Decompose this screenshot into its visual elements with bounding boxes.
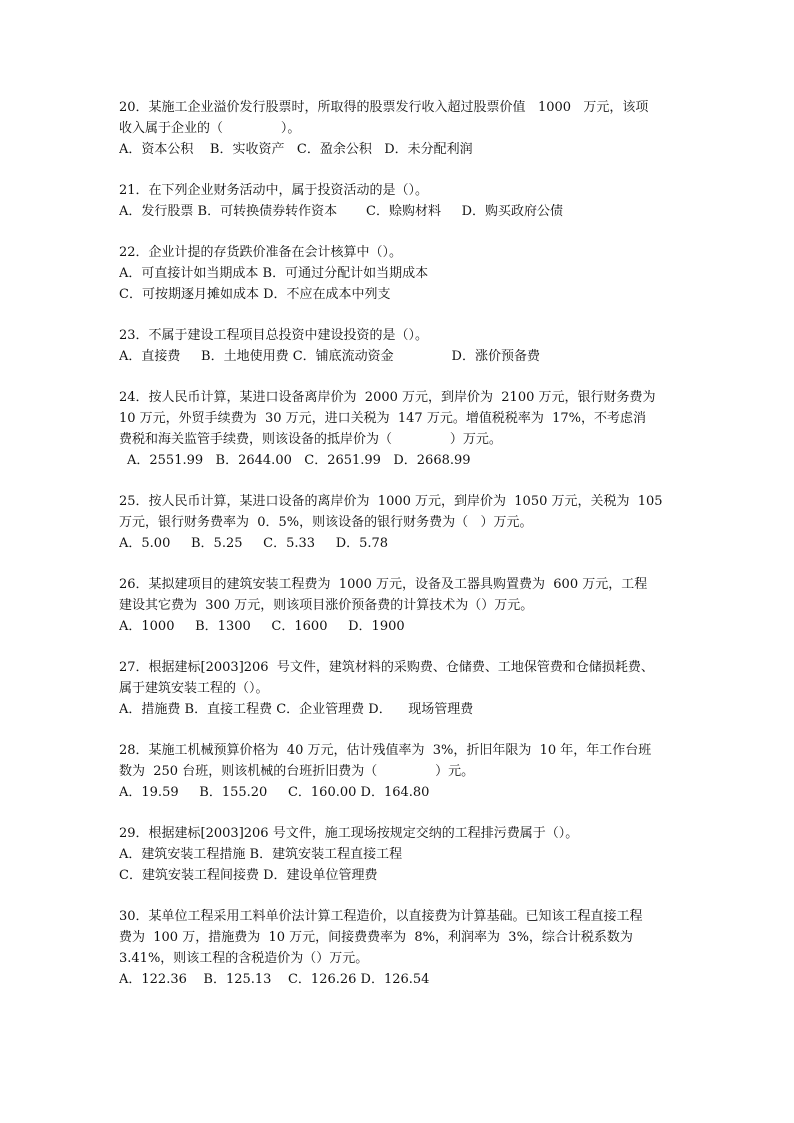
question-stem-line: 3.41%，则该工程的含税造价为（）万元。 bbox=[119, 951, 369, 966]
question-stem-line: 22．企业计提的存货跌价准备在会计核算中（）。 bbox=[119, 245, 403, 260]
answer-options: A．1000 B．1300 C．1600 D．1900 bbox=[119, 619, 405, 634]
answer-options: A．发行股票 B．可转换债券转作资本 C．赊购材料 D．购买政府公债 bbox=[119, 204, 564, 219]
question-q27 bbox=[119, 657, 679, 720]
question-stem-line: 费税和海关监管手续费，则该设备的抵岸价为（ ）万元。 bbox=[119, 432, 502, 447]
answer-options: A．5.00 B．5.25 C．5.33 D．5.78 bbox=[119, 536, 389, 551]
question-stem-line: 28．某施工机械预算价格为 40 万元，估计残值率为 3%，折旧年限为 10 年，年工作台班 bbox=[119, 743, 652, 758]
question-stem-line: 24．按人民币计算，某进口设备离岸价为 2000 万元，到岸价为 2100 万元，银行财务费为 bbox=[119, 390, 656, 405]
question-q30 bbox=[119, 906, 679, 990]
question-stem-line: 建设其它费为 300 万元，则该项目涨价预备费的计算技术为（）万元。 bbox=[119, 598, 534, 613]
question-stem-line: 万元，银行财务费率为 0．5%，则该设备的银行财务费为（ ）万元。 bbox=[119, 515, 533, 530]
question-q29 bbox=[119, 823, 679, 886]
question-q21 bbox=[119, 180, 679, 222]
answer-options: A．资本公积 B．实收资产 C．盈余公积 D．未分配利润 bbox=[119, 142, 473, 157]
question-stem-line: 20．某施工企业溢价发行股票时，所取得的股票发行收入超过股票价值 1000 万元，该项 bbox=[119, 100, 649, 115]
answer-options: A．直接费 B．土地使用费 C．铺底流动资金 D．涨价预备费 bbox=[119, 349, 540, 364]
question-stem-line: 29．根据建标[2003]206 号文件，施工现场按规定交纳的工程排污费属于（）。 bbox=[119, 826, 579, 841]
question-stem-line: 27．根据建标[2003]206 号文件，建筑材料的采购费、仓储费、工地保管费和仓储损耗费、 bbox=[119, 660, 654, 675]
question-stem-line: 23．不属于建设工程项目总投资中建设投资的是（）。 bbox=[119, 328, 429, 343]
question-stem-line: 30．某单位工程采用工料单价法计算工程造价，以直接费为计算基础。已知该工程直接工程 bbox=[119, 909, 643, 924]
answer-options: A．122.36 B．125.13 C．126.26 D．126.54 bbox=[119, 972, 430, 987]
question-stem-line: 数为 250 台班，则该机械的台班折旧费为（ ）元。 bbox=[119, 764, 475, 779]
question-stem-line: 收入属于企业的（ ）。 bbox=[119, 121, 301, 136]
question-q25 bbox=[119, 491, 679, 554]
question-stem-line: 26．某拟建项目的建筑安装工程费为 1000 万元，设备及工器具购置费为 600 万元，工程 bbox=[119, 577, 648, 592]
question-stem-line: 10 万元，外贸手续费为 30 万元，进口关税为 147 万元。增值税税率为 17%，不考虑消 bbox=[119, 411, 646, 426]
question-stem-line: 21．在下列企业财务活动中，属于投资活动的是（）。 bbox=[119, 183, 429, 198]
answer-options: C．可按期逐月摊如成本 D．不应在成本中列支 bbox=[119, 287, 391, 302]
question-q26 bbox=[119, 574, 679, 637]
question-stem-line: 25．按人民币计算，某进口设备的离岸价为 1000 万元，到岸价为 1050 万元，关税为 105 bbox=[119, 494, 663, 509]
answer-options: C．建筑安装工程间接费 D．建设单位管理费 bbox=[119, 868, 378, 883]
answer-options: A．措施费 B．直接工程费 C．企业管理费 D． 现场管理费 bbox=[119, 702, 474, 717]
answer-options: A．可直接计如当期成本 B．可通过分配计如当期成本 bbox=[119, 266, 429, 281]
answer-options: A．19.59 B．155.20 C．160.00 D．164.80 bbox=[119, 785, 430, 800]
answer-options: A．2551.99 B．2644.00 C．2651.99 D．2668.99 bbox=[127, 453, 471, 468]
question-stem-line: 费为 100 万，措施费为 10 万元，间接费费率为 8%，利润率为 3%，综合计税系数为 bbox=[119, 930, 633, 945]
question-q24 bbox=[119, 387, 679, 471]
question-list bbox=[119, 97, 679, 1010]
question-stem-line: 属于建筑安装工程的（）。 bbox=[119, 681, 269, 696]
question-q20 bbox=[119, 97, 679, 160]
question-q23 bbox=[119, 325, 679, 367]
answer-options: A．建筑安装工程措施 B．建筑安装工程直接工程 bbox=[119, 847, 403, 862]
question-q22 bbox=[119, 242, 679, 305]
question-q28 bbox=[119, 740, 679, 803]
